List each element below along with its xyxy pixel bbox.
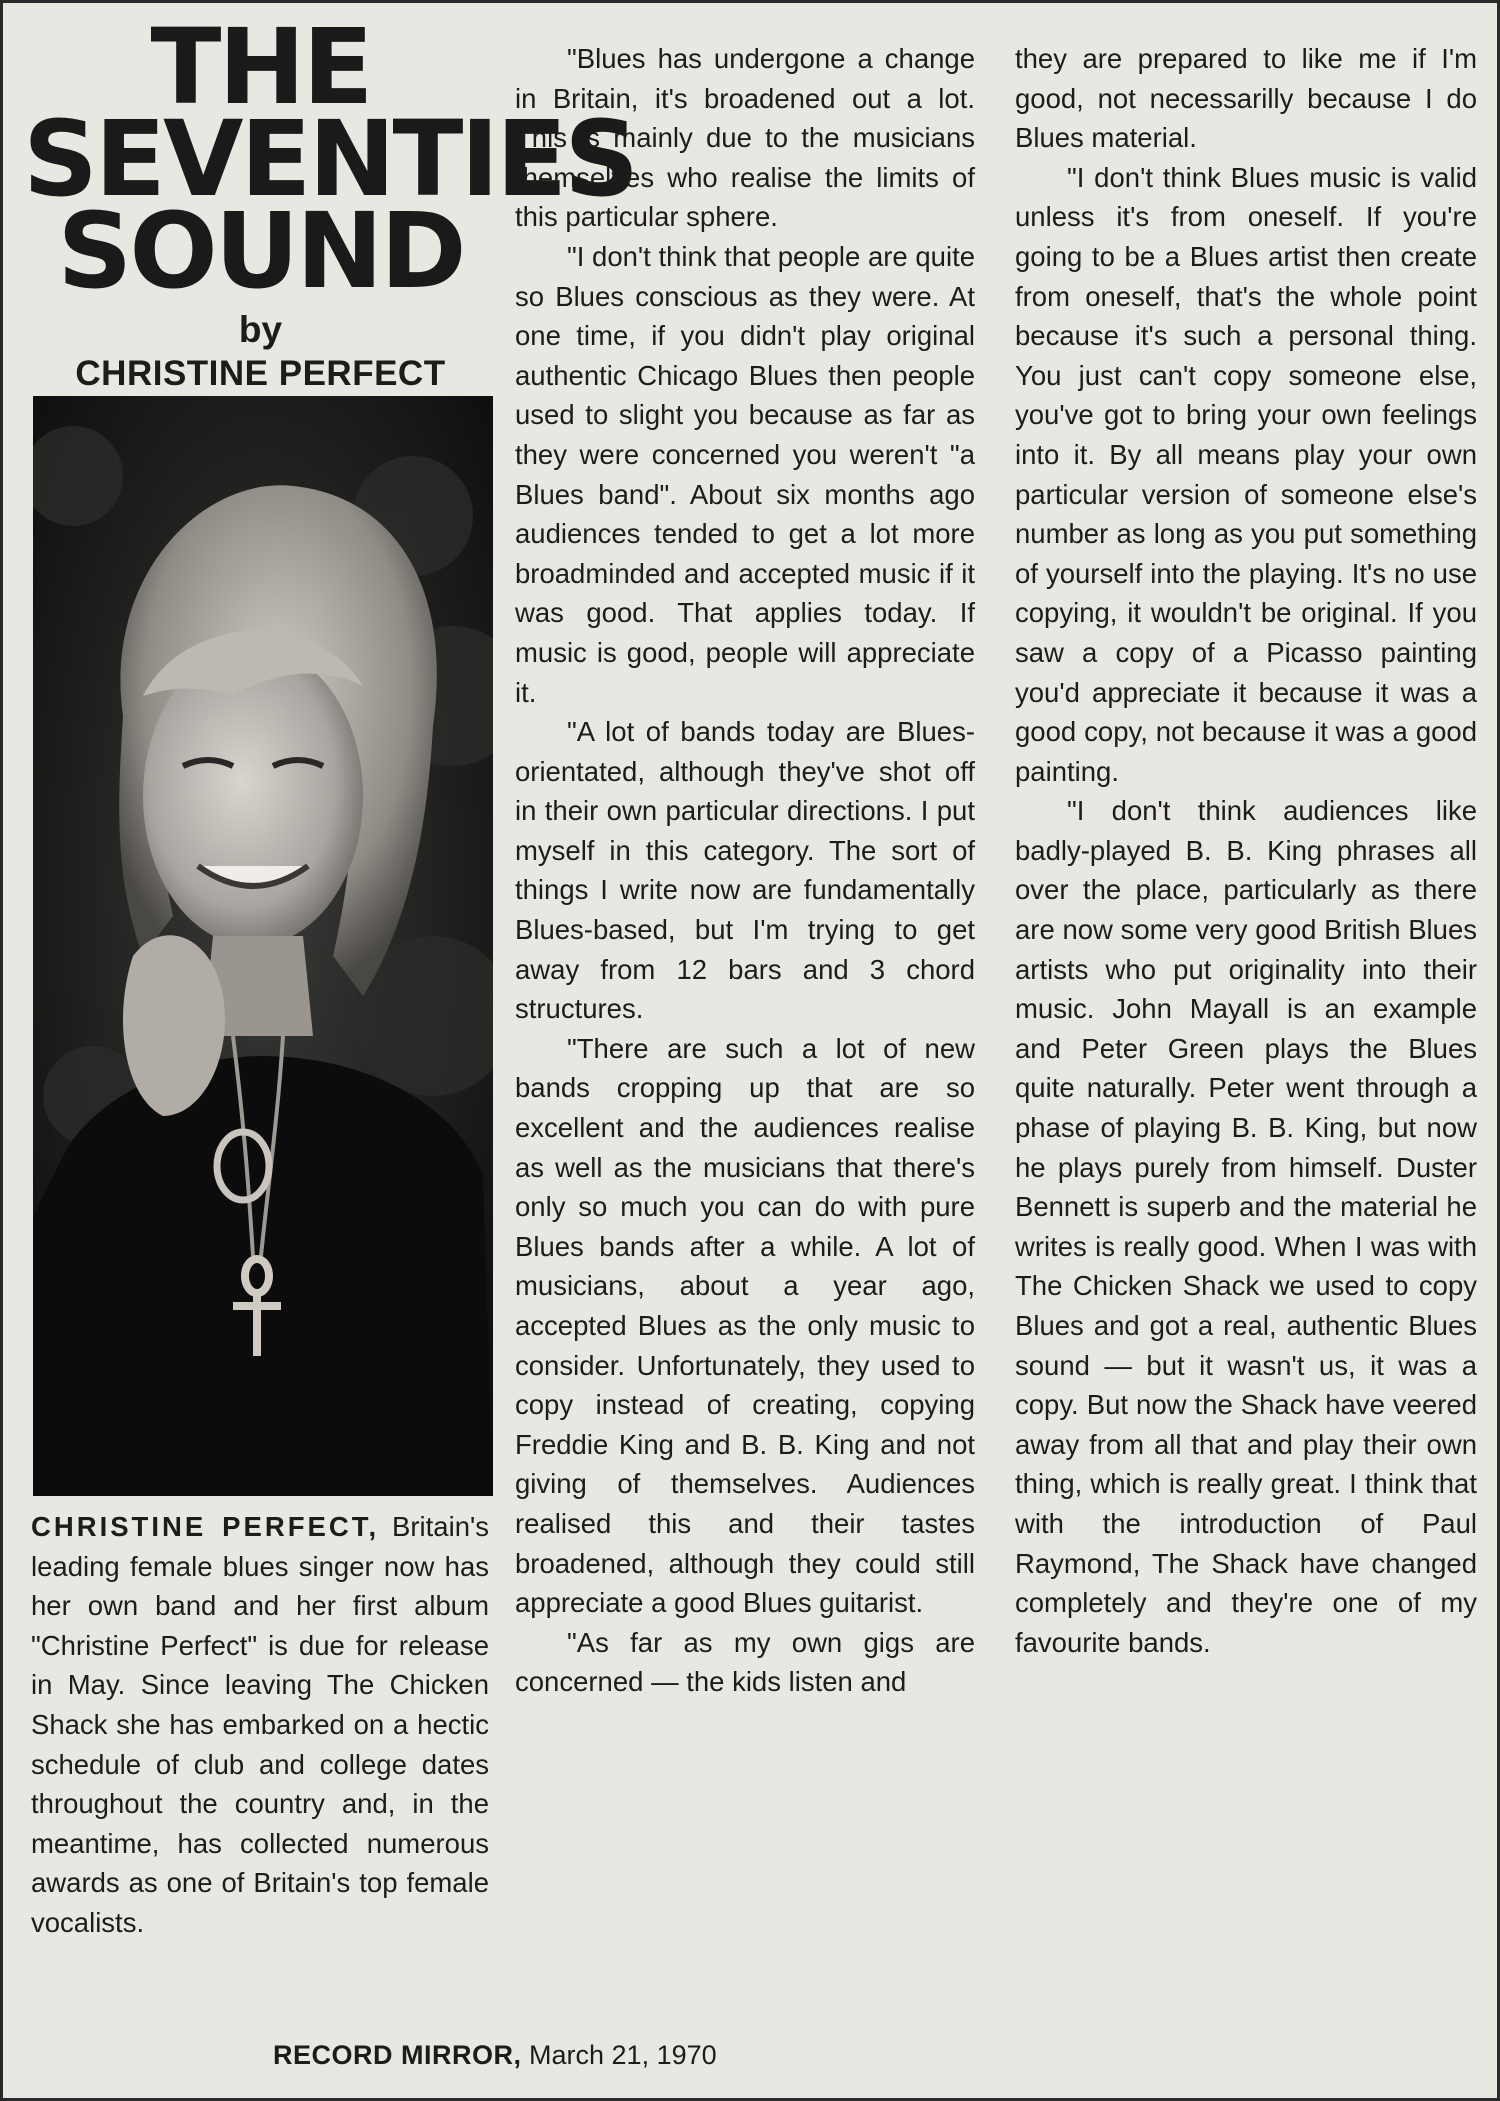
publication-name: RECORD MIRROR, — [273, 2040, 522, 2070]
article-column-2 — [515, 39, 975, 1702]
source-footer — [273, 2039, 717, 2071]
paragraph: "I don't think that people are quite so Blues conscious as they were. At one time, if you didn't play original authentic Chicago Blues then people used to slight you because as far as they were concerned you weren't "a Blues band". About six months ago audiences tended to get a lot more broadminded and accepted music if it was good. That applies today. If music is good, people will appreciate it. — [515, 240, 975, 708]
byline-author: CHRISTINE PERFECT — [75, 354, 446, 393]
portrait-photo — [33, 396, 493, 1496]
paragraph: "There are such a lot of new bands cropping up that are so excellent and the audiences realise as well as the musicians that there's only so much you can do with pure Blues bands after a while. A lot of musicians, about a year ago, accepted Blues as the only music to consider. Unfortunately, they used to copy instead of creating, copying Freddie King and B. B. King and not giving of themselves. Audiences realised this and their tastes broadened, although they could still appreciate a good Blues guitarist. — [515, 1032, 975, 1619]
portrait-photo-icon — [33, 396, 493, 1496]
headline — [23, 6, 637, 312]
headline-line-2: SEVENTIES — [23, 98, 637, 220]
byline-by: by — [238, 309, 283, 350]
caption-text: Britain's leading female blues singer now has her own band and her first album "Christine Perfect" is due for release in May. Since leaving The Chicken Shack she has embarked on a hectic schedule of club and college dates throughout the country and, in the meantime, has collected numerous awards as one of Britain's top female vocalists. — [31, 1511, 489, 1938]
paragraph: "A lot of bands today are Blues-orientated, although they've shot off in their own particular directions. I put myself in this category. The sort of things I write now are fundamentally Blues-based, but I'm trying to get away from 12 bars and 3 chord structures. — [515, 716, 975, 1025]
paragraph-continued: they are prepared to like me if I'm good, not necessarilly because I do Blues material. — [1015, 43, 1477, 154]
photo-caption — [31, 1507, 489, 1943]
article-column-3 — [1015, 39, 1477, 1662]
publication-date: March 21, 1970 — [529, 2040, 717, 2070]
paragraph: "Blues has undergone a change in Britain, it's broadened out a lot. This is mainly due to the musicians themselves who realise the limits of this particular sphere. — [515, 43, 975, 233]
caption-name: CHRISTINE PERFECT, — [31, 1511, 380, 1542]
paragraph: "I don't think audiences like badly-played B. B. King phrases all over the place, particularly as there are now some very good British Blues artists who put originality into their music. John Mayall is an example and Peter Green plays the Blues quite naturally. Peter went through a phase of playing B. B. King, but now he plays purely from himself. Duster Bennett is superb and the material he writes is really good. When I was with The Chicken Shack we used to copy Blues and got a real, authentic Blues sound — but it wasn't us, it was a copy. But now the Shack have veered away from all that and play their own thing, which is really great. I think that with the introduction of Paul Raymond, The Shack have changed completely and they're one of my favourite bands. — [1015, 795, 1477, 1658]
headline-line-1: THE — [150, 6, 371, 128]
paragraph: "As far as my own gigs are concerned — the kids listen and — [515, 1626, 975, 1698]
headline-line-3: SOUND — [57, 190, 464, 312]
paragraph: "I don't think Blues music is valid unless it's from oneself. If you're going to be a Blues artist then create from oneself, that's the whole point because it's such a personal thing. You just can't copy someone else, you've got to bring your own feelings into it. By all means play your own particular version of someone else's number as long as you put something of yourself into the playing. It's no use copying, it wouldn't be original. If you saw a copy of a Picasso painting you'd appreciate it because it was a good copy, not because it was a good painting. — [1015, 161, 1477, 787]
